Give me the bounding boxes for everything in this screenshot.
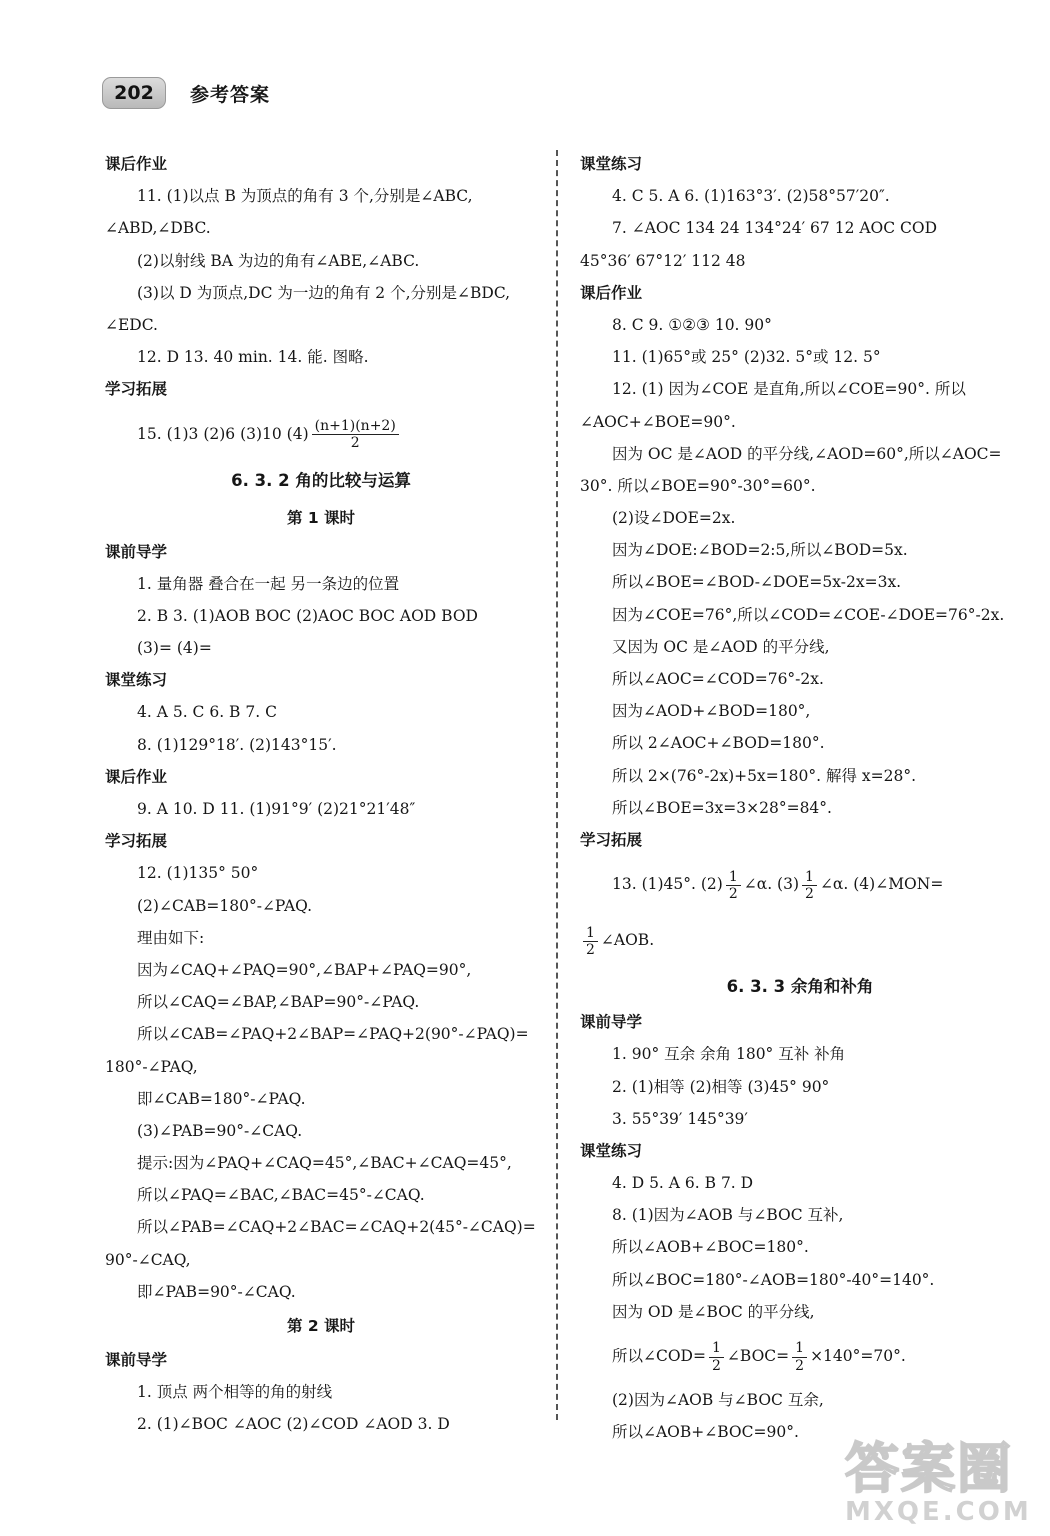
answer-line: 所以∠PAQ=∠BAC,∠BAC=45°-∠CAQ. <box>137 1186 425 1205</box>
answer-line: 11. (1)以点 B 为顶点的角有 3 个,分别是∠ABC, <box>137 187 473 206</box>
answer-line: 8. C 9. ①②③ 10. 90° <box>612 315 772 334</box>
answer-line: 11. (1)65°或 25° (2)32. 5°或 12. 5° <box>612 348 881 367</box>
answer-text: ∠α. (4)∠MON= <box>819 875 944 894</box>
answer-text: ∠AOB. <box>600 931 655 950</box>
answer-line: 1. 90° 互余 余角 180° 互补 补角 <box>612 1045 846 1064</box>
answer-text: 13. (1)45°. (2) <box>612 875 723 894</box>
answer-line: 4. A 5. C 6. B 7. C <box>137 703 277 722</box>
fraction-numerator: 1 <box>583 925 598 942</box>
answer-text: ∠BOC= <box>726 1347 790 1365</box>
fraction <box>312 418 399 451</box>
section-heading: 课堂练习 <box>105 671 168 690</box>
answer-line: 8. (1)129°18′. (2)143°15′. <box>137 735 337 754</box>
answer-line: ∠ABD,∠DBC. <box>105 219 211 238</box>
answer-line: (2)设∠DOE=2x. <box>612 509 736 528</box>
section-heading: 学习拓展 <box>105 380 168 399</box>
answer-line: 180°-∠PAQ, <box>105 1057 198 1076</box>
page-number-badge: 202 <box>102 77 166 109</box>
answer-line: 90°-∠CAQ, <box>105 1250 191 1269</box>
answer-line: 因为∠COE=76°,所以∠COD=∠COE-∠DOE=76°-2x. <box>612 605 1005 624</box>
answer-line: 所以∠AOB+∠BOC=180°. <box>612 1238 809 1257</box>
answer-line: 所以∠BOE=∠BOD-∠DOE=5x-2x=3x. <box>612 573 902 592</box>
fraction-denominator: 2 <box>711 1357 721 1374</box>
answer-line: 因为∠DOE:∠BOD=2:5,所以∠BOD=5x. <box>612 541 908 560</box>
answer-line: 12. (1) 因为∠COE 是直角,所以∠COE=90°. 所以 <box>612 380 966 399</box>
fraction-numerator: 1 <box>709 1340 724 1357</box>
column-divider <box>556 150 558 1420</box>
fraction <box>583 925 598 958</box>
fraction <box>726 869 741 902</box>
answer-text: ×140°=70°. <box>810 1347 906 1365</box>
answer-line: 因为∠AOD+∠BOD=180°, <box>612 702 811 721</box>
answer-line: 45°36′ 67°12′ 112 48 <box>580 251 746 270</box>
answer-line: 理由如下: <box>137 928 205 947</box>
answer-line: (2)∠CAB=180°-∠PAQ. <box>137 896 312 915</box>
section-heading: 课前导学 <box>580 1013 643 1032</box>
fraction-denominator: 2 <box>586 941 595 958</box>
fraction-numerator: 1 <box>726 869 741 886</box>
answer-line: 所以∠AOC=∠COD=76°-2x. <box>612 670 824 688</box>
answer-line-fraction <box>580 1328 1020 1384</box>
answer-line: 因为 OC 是∠AOD 的平分线,∠AOD=60°,所以∠AOC= <box>612 444 1002 463</box>
section-heading: 学习拓展 <box>580 830 643 849</box>
answer-line: 2. (1)相等 (2)相等 (3)45° 90° <box>612 1077 830 1096</box>
answer-line: 又因为 OC 是∠AOD 的平分线, <box>612 637 830 656</box>
answer-line: 4. C 5. A 6. (1)163°3′. (2)58°57′20″. <box>612 187 890 206</box>
fraction <box>709 1340 724 1373</box>
answer-line: (2)因为∠AOB 与∠BOC 互余, <box>612 1391 824 1409</box>
answer-line: 所以∠CAQ=∠BAP,∠BAP=90°-∠PAQ. <box>137 993 420 1012</box>
answer-line: 即∠CAB=180°-∠PAQ. <box>137 1089 306 1108</box>
answer-line: (2)以射线 BA 为边的角有∠ABE,∠ABC. <box>137 251 420 270</box>
watermark-logo-text: 答案圈 <box>845 1437 1013 1500</box>
answer-line: 因为∠CAQ+∠PAQ=90°,∠BAP+∠PAQ=90°, <box>137 960 472 979</box>
answer-line: 7. ∠AOC 134 24 134°24′ 67 12 AOC COD <box>612 219 938 238</box>
answer-line: (3)∠PAB=90°-∠CAQ. <box>137 1121 303 1140</box>
answer-line: 所以∠BOE=3x=3×28°=84°. <box>612 798 832 817</box>
answer-line: 1. 量角器 叠合在一起 另一条边的位置 <box>137 574 400 593</box>
answer-line: (3)以 D 为顶点,DC 为一边的角有 2 个,分别是∠BDC, <box>137 283 511 302</box>
fraction <box>792 1340 807 1373</box>
answer-text: ∠α. (3) <box>743 875 800 894</box>
answer-line: 即∠PAB=90°-∠CAQ. <box>137 1282 296 1301</box>
answer-line: 所以∠CAB=∠PAQ+2∠BAP=∠PAQ+2(90°-∠PAQ)= <box>137 1025 529 1044</box>
lesson-title: 6. 3. 3 余角和补角 <box>726 977 874 997</box>
answer-line: 2. (1)∠BOC ∠AOC (2)∠COD ∠AOD 3. D <box>137 1415 450 1434</box>
answer-line: 4. D 5. A 6. B 7. D <box>612 1174 754 1193</box>
answer-line: 1. 顶点 两个相等的角的射线 <box>137 1383 333 1402</box>
fraction-denominator: 2 <box>805 885 814 902</box>
site-watermark-logo <box>845 1426 1040 1526</box>
section-heading: 课后作业 <box>105 155 168 173</box>
answer-line: 8. (1)因为∠AOB 与∠BOC 互补, <box>612 1206 844 1225</box>
page-header <box>102 76 270 110</box>
lesson-subtitle: 第 2 课时 <box>286 1317 356 1335</box>
answer-text: 所以∠COD= <box>612 1347 706 1365</box>
fraction-numerator: (n+1)(n+2) <box>312 418 399 435</box>
section-heading: 课堂练习 <box>580 155 643 173</box>
left-column <box>105 148 537 1441</box>
answer-line: (3)= (4)= <box>137 639 212 658</box>
fraction-numerator: 1 <box>792 1340 807 1357</box>
fraction-denominator: 2 <box>728 885 738 902</box>
answer-line: 所以 2×(76°-2x)+5x=180°. 解得 x=28°. <box>612 766 917 785</box>
section-heading: 课前导学 <box>105 542 168 561</box>
answer-line: ∠EDC. <box>105 315 158 334</box>
watermark-domain-text: MXQE.COM <box>845 1497 1032 1527</box>
answer-line-fraction <box>580 912 1020 968</box>
fraction-denominator: 2 <box>795 1357 805 1374</box>
answer-line: 所以∠BOC=180°-∠AOB=180°-40°=140°. <box>612 1270 935 1289</box>
section-heading: 课堂练习 <box>580 1141 643 1160</box>
page-header-title: 参考答案 <box>190 83 271 106</box>
answer-line-fraction <box>580 856 1020 912</box>
lesson-title: 6. 3. 2 角的比较与运算 <box>231 470 411 490</box>
section-heading: 课后作业 <box>580 283 643 302</box>
lesson-subtitle: 第 1 课时 <box>286 508 356 527</box>
fraction <box>802 869 817 902</box>
answer-line: 9. A 10. D 11. (1)91°9′ (2)21°21′48″ <box>137 800 416 818</box>
fraction-numerator: 1 <box>802 869 817 886</box>
answer-line: 所以∠AOB+∠BOC=90°. <box>612 1423 799 1442</box>
section-heading: 课前导学 <box>105 1351 168 1369</box>
answer-line: 2. B 3. (1)AOB BOC (2)AOC BOC AOD BOD <box>137 606 478 625</box>
answer-line: 12. D 13. 40 min. 14. 能. 图略. <box>137 348 369 367</box>
section-heading: 学习拓展 <box>105 832 168 851</box>
section-heading: 课后作业 <box>105 767 168 786</box>
fraction-denominator: 2 <box>350 435 360 451</box>
answer-line: ∠AOC+∠BOE=90°. <box>580 412 736 431</box>
answer-line: 提示:因为∠PAQ+∠CAQ=45°,∠BAC+∠CAQ=45°, <box>137 1154 512 1173</box>
answer-line: 因为 OD 是∠BOC 的平分线, <box>612 1302 815 1321</box>
answer-line-fraction <box>105 406 537 462</box>
answer-line: 30°. 所以∠BOE=90°-30°=60°. <box>580 476 816 495</box>
answer-line: 所以 2∠AOC+∠BOD=180°. <box>612 734 825 753</box>
answer-line: 12. (1)135° 50° <box>137 864 259 883</box>
answer-text: 15. (1)3 (2)6 (3)10 (4) <box>137 424 309 443</box>
right-column <box>580 148 1020 1448</box>
answer-line: 所以∠PAB=∠CAQ+2∠BAC=∠CAQ+2(45°-∠CAQ)= <box>137 1218 536 1237</box>
answer-line: 3. 55°39′ 145°39′ <box>612 1109 748 1128</box>
